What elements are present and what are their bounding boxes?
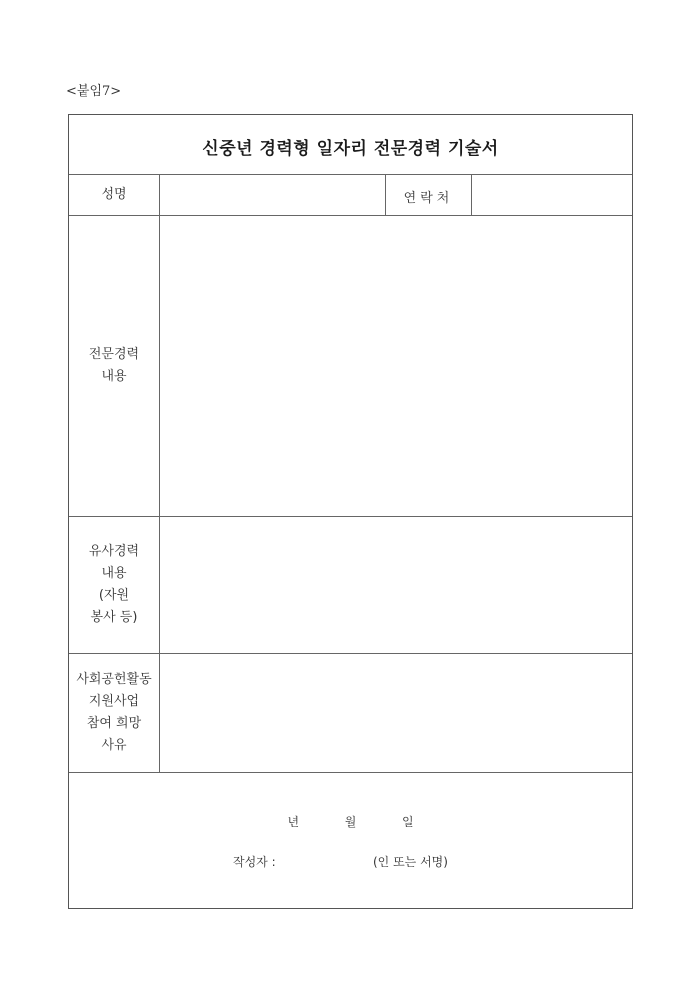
- social-reason-field[interactable]: [160, 654, 632, 772]
- signature-row: [69, 773, 632, 910]
- title-row: [69, 115, 632, 175]
- expertise-label-line: 내용: [101, 369, 127, 384]
- name-label-cell: [69, 175, 160, 215]
- name-contact-row: [69, 175, 632, 216]
- social-label-line: 지원사업: [88, 694, 140, 709]
- social-label: [69, 669, 159, 757]
- name-field[interactable]: [160, 175, 386, 215]
- expertise-row: [69, 216, 632, 517]
- similar-career-row: [69, 517, 632, 654]
- similar-career-field[interactable]: [160, 517, 632, 653]
- signature-hint: (인 또는 서명): [373, 855, 448, 869]
- social-label-cell: [69, 654, 160, 772]
- contact-label-cell: [386, 175, 472, 215]
- similar-label-line: 내용: [101, 566, 127, 581]
- name-label: 성명: [101, 187, 127, 202]
- expertise-label-line: 전문경력: [88, 347, 140, 362]
- year-label: 년: [287, 815, 300, 829]
- month-label: 월: [344, 815, 357, 829]
- similar-label-line: 유사경력: [88, 544, 140, 559]
- similar-label-cell: [69, 517, 160, 653]
- contact-label: 연락처: [403, 191, 454, 206]
- social-contribution-row: [69, 654, 632, 773]
- expertise-label: [69, 344, 159, 388]
- expertise-label-cell: [69, 216, 160, 516]
- writer-label: 작성자 :: [233, 855, 276, 869]
- social-label-line: 사회공헌활동: [76, 672, 152, 687]
- form-title: 신중년 경력형 일자리 전문경력 기술서: [202, 139, 499, 159]
- social-label-line: 사유: [101, 738, 127, 753]
- contact-field[interactable]: [472, 175, 632, 215]
- date-line: [69, 813, 632, 830]
- attachment-label: <붙임7>: [66, 84, 122, 99]
- expertise-field[interactable]: [160, 216, 632, 516]
- similar-label-line: 봉사 등): [90, 610, 138, 625]
- similar-label: [69, 541, 159, 629]
- similar-label-line: (자원: [98, 588, 130, 603]
- career-statement-form: [68, 114, 633, 909]
- social-label-line: 참여 희망: [86, 716, 142, 731]
- day-label: 일: [401, 815, 414, 829]
